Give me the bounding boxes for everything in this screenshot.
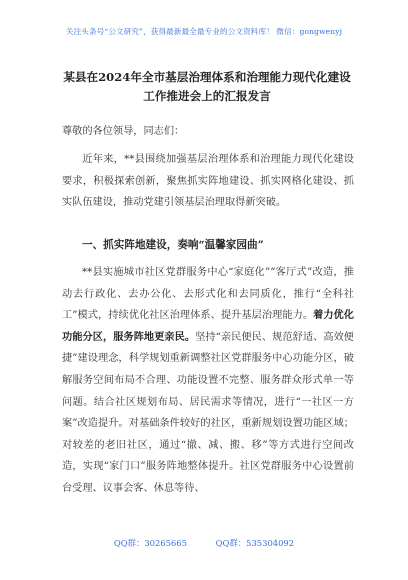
section-heading: 一、抓实阵地建设，奏响“温馨家园曲” (82, 239, 264, 251)
salutation: 尊敬的各位领导，同志们： (62, 126, 185, 137)
section1-text-a: **县实施城市社区党群服务中心“家庭化”“客厅式”改造，推动去行政化、去办公化、去形式化和去同质化，推行“全科社工”模式，持续优化社区治理体系、提升基层治理能力。 (62, 267, 354, 322)
intro-paragraph (62, 149, 354, 214)
footer-qq1: QQ群：30265665 (113, 538, 187, 548)
section1-paragraph (62, 262, 354, 500)
footer (0, 537, 408, 549)
section1-bold-sentence: 着力优化功能分区，服务阵地更亲民。 (62, 309, 354, 343)
intro-text: 近年来，**县围绕加强基层治理体系和治理能力现代化建设要求，积极探索创新，聚焦抓实阵地建设、抓实网格化建设、抓实队伍建设，推动党建引领基层治理取得新突破。 (62, 154, 354, 209)
section1-text-b: 坚持“亲民便民、规范舒适、高效便捷”建设理念，科学规划重新调整社区党群服务中心功能分区，破解服务空间布局不合理、功能设置不完整、服务群众形式单一等问题。结合社区规划布局、居民需求等情况，进行“一社区一方案”改造提升。对基础条件较好的社区，重新规划设置功能区域；对较差的老旧社区，通过“撤、减、搬、移”等方式进行空间改造，实现“家门口”服务阵地整体提升。社区党群服务中心设置前台受理、议事会客、休息等待、 (62, 331, 354, 494)
footer-qq2: QQ群：535304092 (215, 538, 295, 548)
header-banner: 关注头条号“公文研究”，获得最新最全最专业的公文资料库！ 微信：gongwenyj (65, 27, 343, 36)
document-title: 某县在2024年全市基层治理体系和治理能力现代化建设工作推进会上的汇报发言 (63, 70, 351, 103)
